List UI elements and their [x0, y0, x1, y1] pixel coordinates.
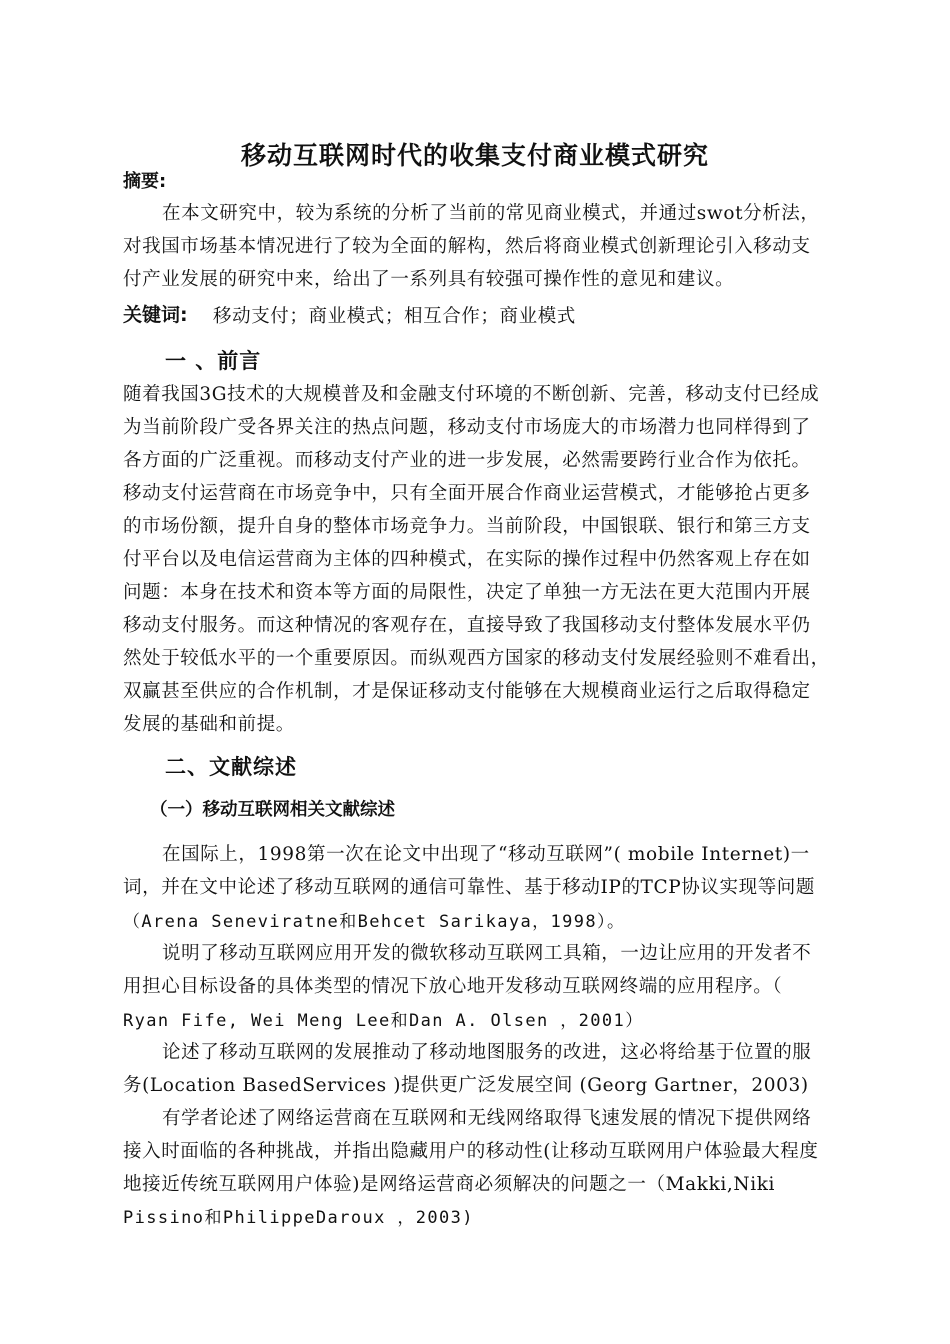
paragraph-line: 词，并在文中论述了移动互联网的通信可靠性、基于移动IP的TCP协议实现等问题 — [123, 877, 816, 898]
abstract-line: 对我国市场基本情况进行了较为全面的解构，然后将商业模式创新理论引入移动支 — [123, 236, 811, 257]
subsection-heading: （一）移动互联网相关文献综述 — [150, 800, 395, 820]
paragraph-line: 务(Location BasedServices )提供更广泛发展空间 (Georg Gartner，2003) — [123, 1075, 809, 1096]
paragraph-line: 双赢甚至供应的合作机制，才是保证移动支付能够在大规模商业运行之后取得稳定 — [123, 681, 811, 702]
paragraph-line: 问题：本身在技术和资本等方面的局限性，决定了单独一方无法在更大范围内开展 — [123, 582, 811, 603]
paragraph-line: Ryan Fife, Wei Meng Lee和Dan A. Olsen ，2001） — [123, 1011, 644, 1031]
abstract-label: 摘要: — [123, 171, 167, 192]
paragraph-line: 地接近传统互联网用户体验)是网络运营商必须解决的问题之一（Makki,Niki — [123, 1174, 776, 1195]
paragraph-line: 然处于较低水平的一个重要原因。而纵观西方国家的移动支付发展经验则不难看出， — [123, 648, 830, 669]
paragraph-line: 有学者论述了网络运营商在互联网和无线网络取得飞速发展的情况下提供网络 — [162, 1108, 812, 1129]
paragraph-line: 的市场份额，提升自身的整体市场竞争力。当前阶段，中国银联、银行和第三方支 — [123, 516, 811, 537]
paragraph-line: 随着我国3G技术的大规模普及和金融支付环境的不断创新、完善，移动支付已经成 — [123, 384, 820, 405]
paragraph-line: 发展的基础和前提。 — [123, 714, 295, 735]
paragraph-line: （Arena Seneviratne和Behcet Sarikaya，1998）。 — [123, 912, 626, 932]
keywords-text: 移动支付；商业模式；相互合作；商业模式 — [213, 306, 576, 327]
paragraph-line: 移动支付运营商在市场竞争中，只有全面开展合作商业运营模式，才能够抢占更多 — [123, 483, 811, 504]
paragraph-line: 论述了移动互联网的发展推动了移动地图服务的改进，这必将给基于位置的服 — [162, 1042, 812, 1063]
section-heading-preface: 一 、前言 — [165, 349, 262, 373]
paragraph-line: 付平台以及电信运营商为主体的四种模式，在实际的操作过程中仍然客观上存在如 — [123, 549, 811, 570]
paragraph-line: 在国际上，1998第一次在论文中出现了“移动互联网”( mobile Internet)一 — [162, 844, 810, 865]
paragraph-line: 说明了移动互联网应用开发的微软移动互联网工具箱，一边让应用的开发者不 — [162, 943, 812, 964]
paragraph-line: 移动支付服务。而这种情况的客观存在，直接导致了我国移动支付整体发展水平仍 — [123, 615, 811, 636]
paragraph-line: 为当前阶段广受各界关注的热点问题，移动支付市场庞大的市场潜力也同样得到了 — [123, 417, 811, 438]
paragraph-line: 各方面的广泛重视。而移动支付产业的进一步发展，必然需要跨行业合作为依托。 — [123, 450, 811, 471]
paragraph-line: 用担心目标设备的具体类型的情况下放心地开发移动互联网终端的应用程序。（ — [123, 976, 783, 997]
page-title: 移动互联网时代的收集支付商业模式研究 — [240, 141, 709, 170]
keywords-label: 关键词: — [123, 304, 188, 326]
paragraph-line: Pissino和PhilippeDaroux ，2003) — [123, 1208, 474, 1228]
abstract-line: 在本文研究中，较为系统的分析了当前的常见商业模式，并通过swot分析法， — [162, 203, 820, 224]
paragraph-line: 接入时面临的各种挑战，并指出隐藏用户的移动性(让移动互联网用户体验最大程度 — [123, 1141, 819, 1162]
abstract-line: 付产业发展的研究中来，给出了一系列具有较强可操作性的意见和建议。 — [123, 269, 735, 290]
section-heading-literature: 二、文献综述 — [165, 755, 297, 779]
